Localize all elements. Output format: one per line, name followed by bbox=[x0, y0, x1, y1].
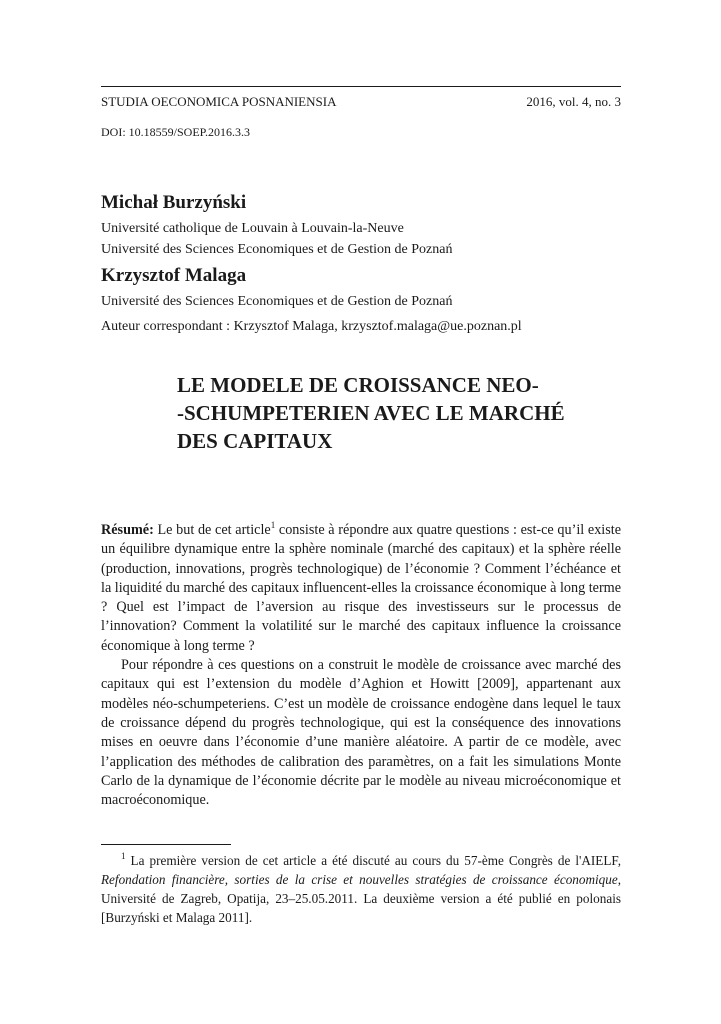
title-line: -SCHUMPETERIEN AVEC LE MARCHÉ bbox=[177, 401, 565, 425]
author-name-1: Michał Burzyński bbox=[101, 192, 247, 213]
author-affiliations-2 bbox=[101, 291, 522, 337]
running-header bbox=[101, 94, 621, 110]
abstract-label: Résumé: bbox=[101, 522, 154, 538]
issue-info: 2016, vol. 4, no. 3 bbox=[526, 94, 621, 109]
doi: DOI: 10.18559/SOEP.2016.3.3 bbox=[101, 125, 251, 139]
footnote-text: La première version de cet article a été discuté au cours du 57-ème Congrès de l'AIELF, bbox=[125, 853, 621, 868]
footnote-text: , Université de Zagreb, Opatija, 23–25.05.2011. La deuxième version a été publié en polonais [Burzyński et Malaga 2011]. bbox=[101, 872, 621, 925]
abstract-text: Le but de cet article bbox=[153, 522, 271, 538]
author-affiliations-1 bbox=[101, 218, 452, 260]
header-rule bbox=[101, 86, 621, 87]
abstract-text: consiste à répondre aux quatre questions : est-ce qu’il existe un équilibre dynamique entre la sphère nominale (marché des capitaux) et la sphère réelle (production, innovations, progrès technologique) de l’économie ? Comment l’échéance et la liquidité du marché des capitaux influencent-elles la croissance économique à long terme ? Quel est l’impact de l’aversion au risque des investisseurs sur le processus de l’innovation? Comment la volatilité sur le marché des capitaux influence la croissance économique à long terme ? bbox=[101, 522, 622, 654]
affiliation-line: Université catholique de Louvain à Louvain-la-Neuve bbox=[101, 221, 404, 236]
footnote-ref[interactable]: 1 bbox=[270, 520, 276, 530]
article-title bbox=[177, 371, 577, 455]
affiliation-line: Université des Sciences Economiques et de Gestion de Poznań bbox=[101, 294, 453, 309]
footnote bbox=[101, 851, 621, 927]
abstract-paragraph-1 bbox=[101, 521, 621, 656]
author-name-2: Krzysztof Malaga bbox=[101, 265, 247, 286]
corresponding-author: Auteur correspondant : Krzysztof Malaga, krzysztof.malaga@ue.poznan.pl bbox=[101, 319, 522, 334]
title-line: DES CAPITAUX bbox=[177, 429, 333, 453]
affiliation-line: Université des Sciences Economiques et de Gestion de Poznań bbox=[101, 242, 453, 257]
footnote-rule bbox=[101, 844, 231, 845]
title-line: LE MODELE DE CROISSANCE NEO- bbox=[177, 373, 539, 397]
abstract-paragraph-2: Pour répondre à ces questions on a construit le modèle de croissance avec marché des capitaux qui est l’extension du modèle d’Aghion et Howitt [2009], appartenant aux modèles néo-schumpeteriens. C’est un modèle de croissance endogène dans lequel le taux de croissance dépend du progrès technologique, qui est la conséquence des innovations mises en oeuvre dans l’économie d’une manière aléatoire. A partir de ce modèle, avec l’application des méthodes de calibration des paramètres, on a fait les simulations Monte Carlo de la dynamique de l’économie décrite par le modèle au niveau microéconomique et macroéconomique. bbox=[101, 657, 621, 809]
footnote-italic-title: Refondation financière, sorties de la crise et nouvelles stratégies de croissance économique bbox=[101, 872, 618, 887]
abstract bbox=[101, 521, 621, 810]
footnote-marker: 1 bbox=[121, 851, 126, 861]
journal-name: STUDIA OECONOMICA POSNANIENSIA bbox=[101, 94, 337, 109]
